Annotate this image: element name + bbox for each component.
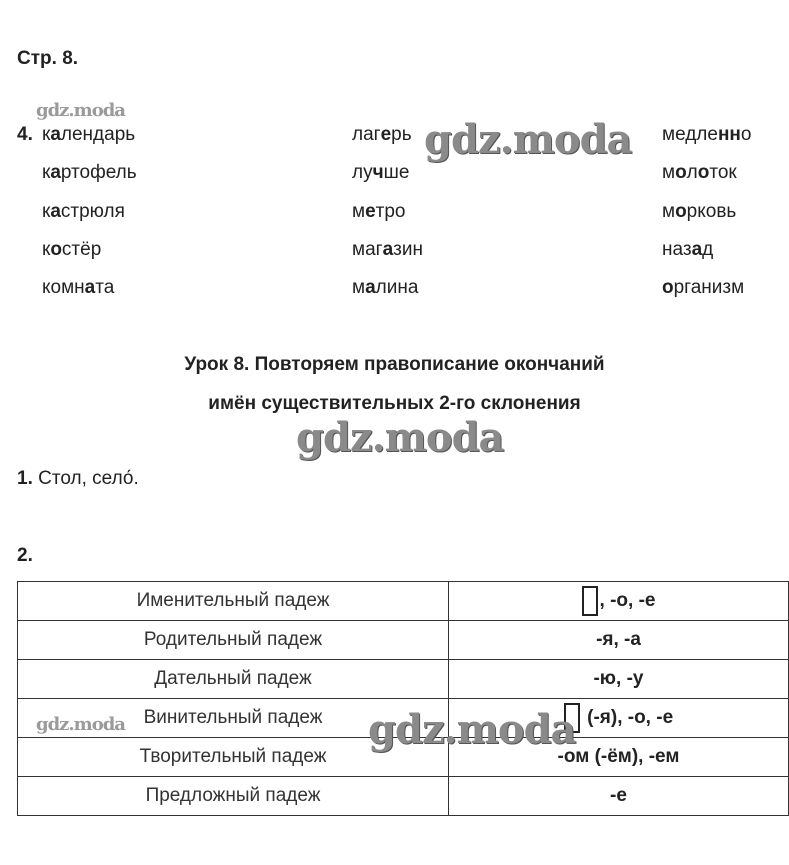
word-part: рь — [391, 124, 412, 145]
word-part: зин — [393, 239, 423, 260]
word-part: маг — [352, 239, 383, 260]
watermark-small-bottom: gdz.moda — [36, 714, 125, 735]
word-highlight: а — [84, 277, 96, 298]
word-part: м — [352, 277, 366, 298]
word-part: стрюля — [60, 201, 125, 222]
word-item — [662, 201, 736, 223]
ending-cell — [449, 582, 789, 621]
task1-number: 1. — [17, 468, 33, 489]
watermark-top: gdz.moda — [424, 116, 632, 163]
word-highlight: а — [365, 277, 376, 298]
page-number-label: Стр. 8. — [17, 48, 79, 69]
word-part: к — [42, 162, 51, 183]
word-part: лаг — [352, 124, 381, 145]
word-part: та — [95, 277, 115, 298]
word-highlight: о — [675, 162, 687, 183]
word-part: д — [702, 239, 714, 260]
case-name-cell: Именительный падеж — [18, 582, 449, 621]
case-name-cell: Дательный падеж — [18, 660, 449, 699]
declension-table — [17, 581, 789, 816]
word-part: к — [42, 124, 51, 145]
word-part: о — [740, 124, 752, 145]
word-part: медле — [662, 124, 718, 145]
word-part: лендарь — [60, 124, 136, 145]
word-part: ток — [709, 162, 737, 183]
word-highlight: а — [691, 239, 703, 260]
word-item — [352, 124, 412, 146]
task1-answer: Стол, село́. — [38, 468, 139, 489]
table-row — [18, 621, 789, 660]
table-row — [18, 582, 789, 621]
word-part: тро — [375, 201, 406, 222]
lesson-title-line1: Урок 8. Повторяем правописание окончаний — [184, 354, 605, 375]
word-highlight: е — [380, 124, 392, 145]
word-item — [352, 162, 409, 184]
word-item — [662, 277, 744, 299]
word-highlight: е — [365, 201, 376, 222]
task1 — [17, 468, 139, 490]
word-item — [42, 239, 101, 261]
ending-cell — [449, 777, 789, 816]
table-row — [18, 777, 789, 816]
word-highlight: ч — [372, 162, 384, 183]
word-part: м — [662, 162, 676, 183]
watermark-middle: gdz.moda — [296, 414, 504, 461]
ending-text: -ю, -у — [593, 668, 644, 689]
task2-number: 2. — [17, 545, 33, 566]
task4-number: 4. — [17, 124, 33, 145]
word-part: наз — [662, 239, 692, 260]
case-name-cell: Творительный падеж — [18, 738, 449, 777]
word-highlight: о — [50, 239, 62, 260]
word-item — [352, 239, 423, 261]
word-part: м — [352, 201, 366, 222]
word-part: лу — [352, 162, 373, 183]
ending-text: -я, -а — [596, 629, 641, 650]
word-part: л — [686, 162, 698, 183]
word-item — [42, 201, 125, 223]
word-highlight: а — [50, 124, 61, 145]
ending-text: , -о, -е — [599, 590, 656, 612]
case-name-cell: Предложный падеж — [18, 777, 449, 816]
word-part: рковь — [686, 201, 737, 222]
word-part: к — [42, 201, 51, 222]
watermark-small-top: gdz.moda — [36, 100, 125, 121]
table-row — [18, 660, 789, 699]
word-part: к — [42, 239, 51, 260]
word-item — [42, 162, 137, 184]
word-part: ртофель — [60, 162, 137, 183]
word-item — [352, 277, 418, 299]
word-item — [352, 201, 405, 223]
lesson-title-line2: имён существительных 2-го склонения — [208, 393, 581, 414]
word-part: рганизм — [673, 277, 745, 298]
case-name-cell: Винительный падеж — [18, 699, 449, 738]
word-highlight: а — [50, 201, 61, 222]
word-highlight: а — [382, 239, 394, 260]
word-highlight: о — [662, 277, 674, 298]
word-highlight: а — [50, 162, 61, 183]
watermark-bottom: gdz.moda — [368, 706, 576, 753]
zero-ending-box-icon — [582, 586, 598, 616]
word-part: стёр — [61, 239, 102, 260]
word-item — [662, 124, 751, 146]
case-name-cell: Родительный падеж — [18, 621, 449, 660]
ending-cell — [449, 621, 789, 660]
word-part: м — [662, 201, 676, 222]
word-item — [42, 124, 135, 146]
word-item — [662, 162, 737, 184]
word-part: ше — [383, 162, 410, 183]
ending-text: (-я), -о, -е — [581, 707, 674, 729]
word-highlight: о — [675, 201, 687, 222]
ending-text: -е — [610, 785, 627, 806]
word-highlight: нн — [717, 124, 741, 145]
ending-text: -ом (-ём), -ем — [557, 746, 680, 767]
word-item — [662, 239, 713, 261]
ending-cell — [449, 660, 789, 699]
word-part: комн — [42, 277, 85, 298]
word-item — [42, 277, 114, 299]
word-part: лина — [375, 277, 419, 298]
word-highlight: о — [697, 162, 710, 183]
